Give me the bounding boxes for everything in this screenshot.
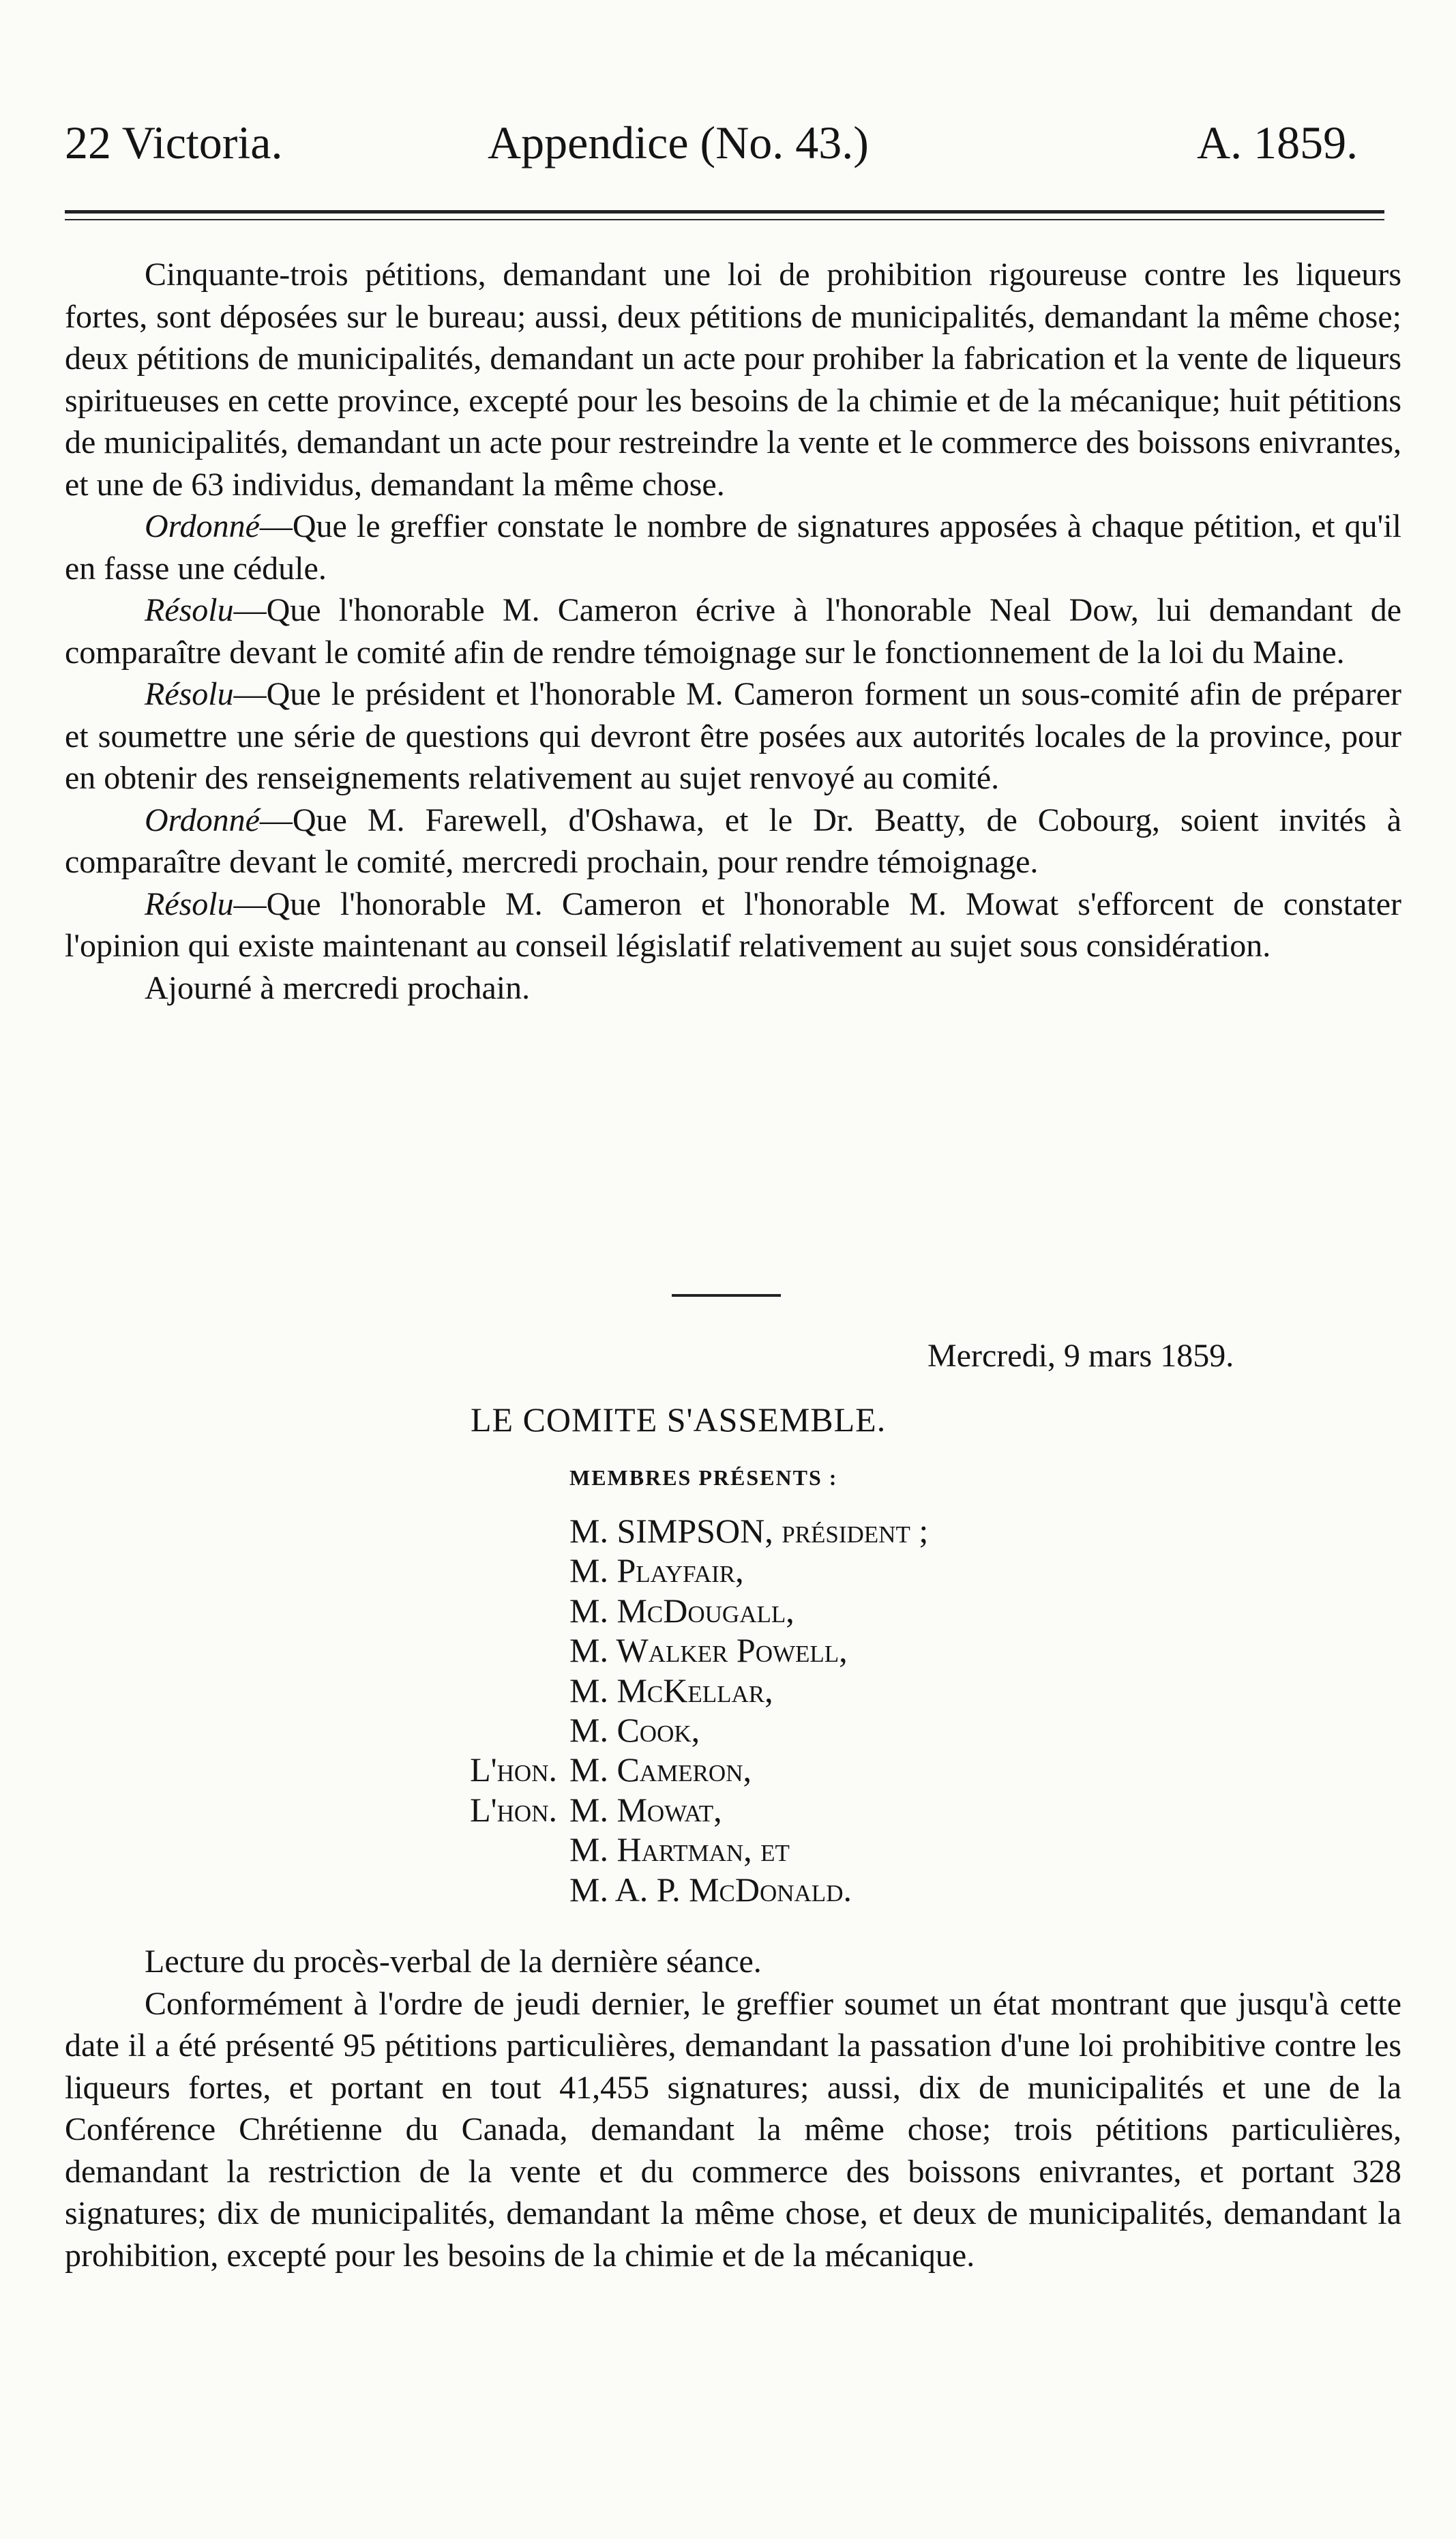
running-header (65, 116, 1401, 184)
member-item: M. Cook, (569, 1710, 700, 1749)
member-item: M. Hartman, et (569, 1830, 790, 1869)
section-heading: LE COMITE S'ASSEMBLE. (471, 1400, 887, 1439)
paragraph: Cinquante-trois pétitions, demandant une loi de prohibition rigoureuse contre les liqueurs fortes, sont déposées sur le bureau; aussi, deux pétitions de municipalités, demandant la même chose; deux pétitions de municipalités, demandant un acte pour prohiber la fabrication et la vente de liqueurs spiritueuses en cette province, excepté pour les besoins de la chimie et de la mécanique; huit pétitions de municipalités, demandant un acte pour restreindre la vente et le commerce des boissons enivrantes, et une de 63 individus, demandant la même chose. (65, 256, 1401, 503)
paragraph: Ordonné—Que le greffier constate le nombre de signatures apposées à chaque pétition, et qu'il en fasse une cédule. (65, 508, 1401, 587)
header-rule-thick (65, 210, 1384, 214)
member-item: M. SIMPSON, président ; (569, 1512, 929, 1550)
header-rule-thin (65, 219, 1384, 220)
member-item: M. A. P. McDonald. (569, 1870, 852, 1909)
paragraph: Conformément à l'ordre de jeudi dernier, le greffier soumet un état montrant que jusqu'à cette date il a été présenté 95 pétitions particulières, demandant la passation d'une loi prohibitive contre les liqueurs fortes, et portant en tout 41,455 signatures; aussi, dix de municipalités et une de la Conférence Chrétienne du Canada, demandant la même chose; trois pétitions particulières, demandant la restriction de la vente et du commerce des boissons enivrantes, et portant 328 signatures; dix de municipalités, demandant la même chose, et deux de municipalités, demandant la prohibition, excepté pour les besoins de la chimie et de la mécanique. (65, 1985, 1401, 2274)
member-item: M. Playfair, (569, 1551, 744, 1590)
paragraph: Résolu—Que le président et l'honorable M. Cameron forment un sous-comité afin de préparer et soumettre une série de questions qui devront être posées aux autorités locales de la province, pour en obtenir des renseignements relativement au sujet renvoyé au comité. (65, 676, 1401, 796)
header-center: Appendice (No. 43.) (488, 117, 869, 168)
member-item: M. McKellar, (569, 1671, 773, 1709)
header-left: 22 Victoria. (65, 117, 283, 168)
closing-body (65, 1941, 1401, 2276)
header-right: A. 1859. (1197, 117, 1358, 168)
meeting-date: Mercredi, 9 mars 1859. (927, 1338, 1234, 1374)
minutes-body (65, 254, 1401, 1009)
member-item: M. McDougall, (569, 1591, 794, 1630)
paragraph: Ajourné à mercredi prochain. (145, 969, 531, 1006)
paragraph: Résolu—Que l'honorable M. Cameron et l'honorable M. Mowat s'efforcent de constater l'opinion qui existe maintenant au conseil législatif relativement au sujet sous considération. (65, 885, 1401, 964)
members-label: MEMBRES PRÉSENTS : (569, 1465, 838, 1490)
paragraph: Ordonné—Que M. Farewell, d'Oshawa, et le Dr. Beatty, de Cobourg, soient invités à comparaître devant le comité, mercredi prochain, pour rendre témoignage. (65, 802, 1401, 880)
member-item: L'hon. M. Mowat, (470, 1790, 722, 1829)
paragraph: Résolu—Que l'honorable M. Cameron écrive à l'honorable Neal Dow, lui demandant de comparaître devant le comité afin de rendre témoignage sur le fonctionnement de la loi du Maine. (65, 592, 1401, 671)
paragraph: Lecture du procès-verbal de la dernière séance. (145, 1943, 762, 1980)
member-item: M. Walker Powell, (569, 1631, 848, 1670)
members-list (470, 1511, 929, 1909)
section-divider (672, 1294, 781, 1297)
member-item: L'hon. M. Cameron, (470, 1750, 752, 1789)
